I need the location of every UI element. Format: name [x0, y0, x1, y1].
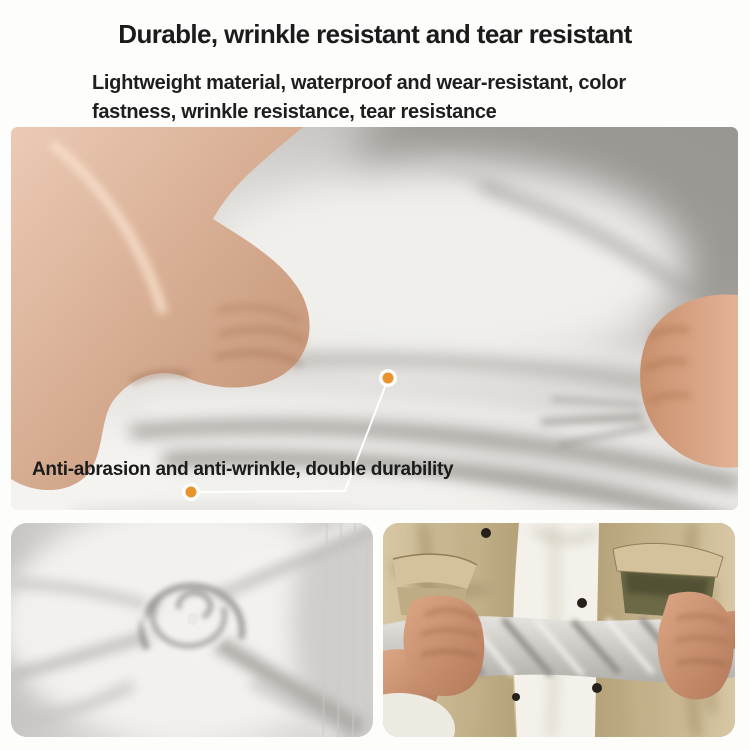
- bottom-right-photo-fabric-twist: [383, 523, 735, 737]
- twist-photo-art: [383, 523, 735, 737]
- page-title: Durable, wrinkle resistant and tear resistant: [118, 19, 632, 49]
- subtitle-line-2: fastness, wrinkle resistance, tear resistance: [92, 101, 497, 123]
- right-fist: [658, 592, 735, 700]
- subtitle: [92, 69, 626, 127]
- swirl-photo-art: [11, 523, 373, 737]
- main-photo-fabric-stretch: [11, 127, 738, 510]
- bottom-left-photo-fabric-swirl: [11, 523, 373, 737]
- main-photo-art: [11, 127, 738, 510]
- annotation-label: Anti-abrasion and anti-wrinkle, double durability: [32, 459, 454, 480]
- subtitle-line-1: Lightweight material, waterproof and wear-resistant, color: [92, 72, 626, 94]
